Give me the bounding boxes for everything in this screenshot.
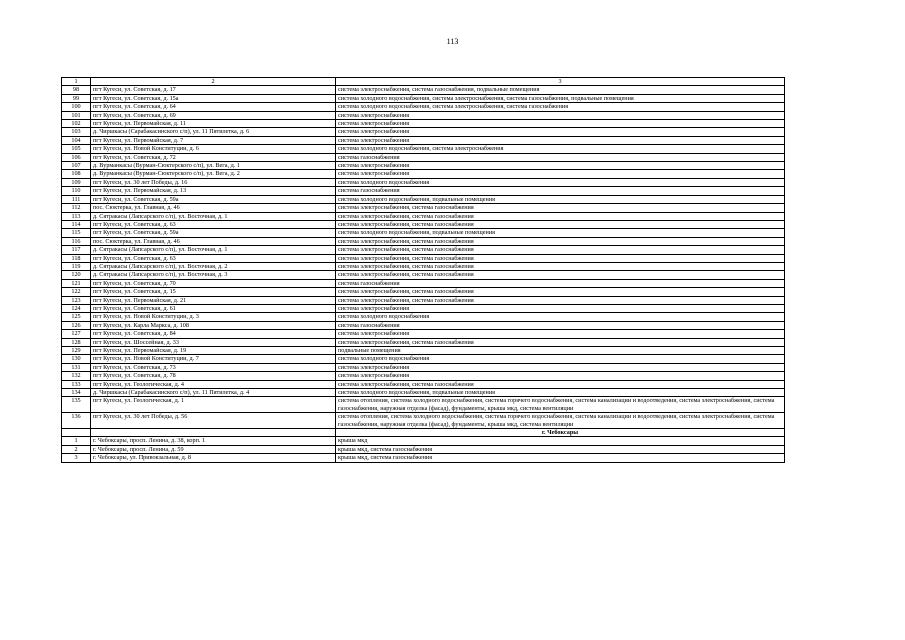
row-systems: система газоснабжения	[336, 321, 785, 329]
table-row	[62, 454, 785, 462]
row-address: пгт Кугеси, ул. Новой Конституции, д. 3	[91, 313, 336, 321]
row-address: д. Сятракасы (Лапсарского с/п), ул. Восточная, д. 1	[91, 212, 336, 220]
row-address: пгт Кугеси, ул. 30 лет Победы, д. 16	[91, 178, 336, 186]
objects-table	[61, 77, 785, 463]
row-number: 103	[62, 128, 91, 136]
page-number: 113	[446, 37, 459, 46]
row-address: пгт Кугеси, ул. Первомайская, д. 13	[91, 187, 336, 195]
table-row	[62, 136, 785, 144]
row-systems: крыша мкд, система газоснабжения	[336, 454, 785, 462]
row-number: 128	[62, 338, 91, 346]
row-number: 125	[62, 313, 91, 321]
row-address: г. Чебоксары, просп. Ленина, д. 38, корп. 1	[91, 437, 336, 445]
row-number: 131	[62, 363, 91, 371]
header-col-3: 3	[336, 78, 785, 86]
row-systems: система холодного водоснабжения, подвальные помещения	[336, 195, 785, 203]
row-address: пгт Кугеси, ул. Первомайская, д. 21	[91, 296, 336, 304]
row-systems: система холодного водоснабжения	[336, 355, 785, 363]
row-systems: система холодного водоснабжения, подвальные помещения	[336, 389, 785, 397]
row-systems: система электроснабжения, система газоснабжения	[336, 220, 785, 228]
row-address: пгт Кугеси, ул. Новой Конституции, д. 7	[91, 355, 336, 363]
row-number: 129	[62, 347, 91, 355]
row-systems: подвальные помещения	[336, 347, 785, 355]
table-row	[62, 321, 785, 329]
row-address: д. Сятракасы (Лапсарского с/п), ул. Восточная, д. 2	[91, 262, 336, 270]
table-row	[62, 195, 785, 203]
table-row	[62, 111, 785, 119]
row-number: 118	[62, 254, 91, 262]
section-header-row	[62, 429, 785, 437]
row-address: пгт Кугеси, ул. Советская, д. 17	[91, 86, 336, 94]
row-address: д. Сятракасы (Лапсарского с/п), ул. Восточная, д. 1	[91, 246, 336, 254]
row-number: 130	[62, 355, 91, 363]
table-row	[62, 313, 785, 321]
row-number: 98	[62, 86, 91, 94]
row-address: пгт Кугеси, ул. Советская, д. 63	[91, 220, 336, 228]
table-row	[62, 330, 785, 338]
row-number: 1	[62, 437, 91, 445]
row-systems: система электроснабжения, система газоснабжения	[336, 296, 785, 304]
row-number: 134	[62, 389, 91, 397]
row-address: пгт Кугеси, ул. Геологическая, д. 4	[91, 380, 336, 388]
header-col-1: 1	[62, 78, 91, 86]
row-address: пгт Кугеси, ул. Советская, д. 73	[91, 363, 336, 371]
row-number: 119	[62, 262, 91, 270]
row-systems: система электроснабжения, система газоснабжения	[336, 338, 785, 346]
table-row	[62, 355, 785, 363]
row-systems: система холодного водоснабжения	[336, 178, 785, 186]
row-systems: система электроснабжения	[336, 128, 785, 136]
row-systems: система электроснабжения	[336, 120, 785, 128]
row-systems: система электроснабжения	[336, 304, 785, 312]
row-systems: система электроснабжения, система газоснабжения	[336, 254, 785, 262]
row-number: 136	[62, 413, 91, 429]
row-address: пгт Кугеси, ул. Советская, д. 59а	[91, 195, 336, 203]
row-address: пгт Кугеси, ул. Советская, д. 15	[91, 288, 336, 296]
row-address: пгт Кугеси, ул. Первомайская, д. 19	[91, 347, 336, 355]
row-number: 104	[62, 136, 91, 144]
row-systems: система электроснабжения, система газоснабжения, подвальные помещения	[336, 86, 785, 94]
row-address: пгт Кугеси, ул. Советская, д. 64	[91, 103, 336, 111]
row-number: 111	[62, 195, 91, 203]
row-number: 109	[62, 178, 91, 186]
row-number: 135	[62, 397, 91, 413]
row-number: 110	[62, 187, 91, 195]
table-row	[62, 363, 785, 371]
row-systems: система электроснабжения	[336, 111, 785, 119]
row-number: 124	[62, 304, 91, 312]
table-row	[62, 178, 785, 186]
row-address: пос. Сюктерка, ул. Главная, д. 46	[91, 237, 336, 245]
row-address: д. Вурманкасы (Вурман-Сюктерского с/п), ул. Вега, д. 1	[91, 162, 336, 170]
row-systems: система электроснабжения, система газоснабжения	[336, 237, 785, 245]
row-address: пгт Кугеси, ул. Советская, д. 15а	[91, 94, 336, 102]
row-number: 126	[62, 321, 91, 329]
row-number: 102	[62, 120, 91, 128]
row-address: пгт Кугеси, ул. Советская, д. 84	[91, 330, 336, 338]
table-row	[62, 162, 785, 170]
row-number: 107	[62, 162, 91, 170]
row-number: 120	[62, 271, 91, 279]
row-address: пгт Кугеси, ул. Карла Маркса, д. 108	[91, 321, 336, 329]
row-systems: система холодного водоснабжения, подвальные помещения	[336, 229, 785, 237]
header-col-2: 2	[91, 78, 336, 86]
table-row	[62, 304, 785, 312]
row-systems: система электроснабжения, система газоснабжения	[336, 271, 785, 279]
row-address: пгт Кугеси, ул. Геологическая, д. 1	[91, 397, 336, 413]
section-empty-cell	[91, 429, 336, 437]
section-title: г. Чебоксары	[336, 429, 785, 437]
table-row	[62, 445, 785, 453]
table-row	[62, 103, 785, 111]
table-row	[62, 372, 785, 380]
row-systems: крыша мкд	[336, 437, 785, 445]
row-address: пгт Кугеси, ул. Советская, д. 72	[91, 153, 336, 161]
row-systems: система электроснабжения, система газоснабжения	[336, 380, 785, 388]
row-number: 116	[62, 237, 91, 245]
row-number: 132	[62, 372, 91, 380]
row-address: д. Чиршкасы (Сарабакасинского с/п), ул. 11 Пятилетка, д. 4	[91, 389, 336, 397]
table-row	[62, 246, 785, 254]
row-systems: система отопления, система холодного водоснабжения, система горячего водоснабжения, система канализации и водоотведения, система электроснабжения, система газоснабжения, наружная отделка (фасад), фундаменты, крыша мкд, система вентиляции	[336, 413, 785, 429]
row-address: пгт Кугеси, ул. Новой Конституции, д. 6	[91, 145, 336, 153]
table-row	[62, 279, 785, 287]
row-address: д. Чиршкасы (Сарабакасинского с/п), ул. 11 Пятилетка, д. 6	[91, 128, 336, 136]
table-row	[62, 288, 785, 296]
row-number: 127	[62, 330, 91, 338]
row-systems: система электроснабжения, система газоснабжения	[336, 212, 785, 220]
row-systems: система электроснабжения	[336, 162, 785, 170]
row-address: пгт Кугеси, ул. Первомайская, д. 7	[91, 136, 336, 144]
table-row	[62, 128, 785, 136]
row-address: пгт Кугеси, ул. Шоссейная, д. 33	[91, 338, 336, 346]
row-number: 133	[62, 380, 91, 388]
row-number: 122	[62, 288, 91, 296]
table-row	[62, 170, 785, 178]
table-header-row	[62, 78, 785, 86]
table-row	[62, 187, 785, 195]
table-row	[62, 271, 785, 279]
row-number: 113	[62, 212, 91, 220]
row-number: 3	[62, 454, 91, 462]
table-row	[62, 413, 785, 429]
row-systems: система электроснабжения	[336, 136, 785, 144]
row-number: 121	[62, 279, 91, 287]
row-systems: система холодного водоснабжения, система электроснабжения	[336, 145, 785, 153]
row-systems: система электроснабжения, система газоснабжения	[336, 262, 785, 270]
table-row	[62, 220, 785, 228]
row-number: 100	[62, 103, 91, 111]
row-number: 101	[62, 111, 91, 119]
row-address: пгт Кугеси, ул. Советская, д. 61	[91, 304, 336, 312]
table-row	[62, 254, 785, 262]
row-number: 112	[62, 204, 91, 212]
row-number: 117	[62, 246, 91, 254]
row-number: 108	[62, 170, 91, 178]
row-address: пгт Кугеси, ул. Советская, д. 59а	[91, 229, 336, 237]
row-systems: система холодного водоснабжения, система электроснабжения, система газоснабжения	[336, 103, 785, 111]
table-row	[62, 153, 785, 161]
row-address: г. Чебоксары, ул. Привокзальная, д. 8	[91, 454, 336, 462]
row-address: пгт Кугеси, ул. Советская, д. 70	[91, 279, 336, 287]
table-row	[62, 397, 785, 413]
row-number: 99	[62, 94, 91, 102]
row-address: пгт Кугеси, ул. 30 лет Победы, д. 56	[91, 413, 336, 429]
row-address: пгт Кугеси, ул. Советская, д. 78	[91, 372, 336, 380]
table-row	[62, 94, 785, 102]
table-row	[62, 437, 785, 445]
table-row	[62, 262, 785, 270]
table-row	[62, 389, 785, 397]
row-number: 115	[62, 229, 91, 237]
table-row	[62, 120, 785, 128]
row-systems: система электроснабжения, система газоснабжения	[336, 288, 785, 296]
row-systems: система электроснабжения	[336, 372, 785, 380]
table-row	[62, 380, 785, 388]
row-systems: система холодного водоснабжения	[336, 313, 785, 321]
row-number: 106	[62, 153, 91, 161]
table-row	[62, 212, 785, 220]
table-row	[62, 296, 785, 304]
row-systems: система электроснабжения	[336, 170, 785, 178]
row-number: 114	[62, 220, 91, 228]
row-systems: система электроснабжения	[336, 330, 785, 338]
row-address: г. Чебоксары, просп. Ленина, д. 59	[91, 445, 336, 453]
row-systems: система газоснабжения	[336, 187, 785, 195]
row-systems: система газоснабжения	[336, 279, 785, 287]
table-row	[62, 204, 785, 212]
row-systems: система отопления, система холодного водоснабжения, система горячего водоснабжения, система канализации и водоотведения, система электроснабжения, система газоснабжения, наружная отделка (фасад), фундаменты, крыша мкд, система вентиляции	[336, 397, 785, 413]
table-row	[62, 237, 785, 245]
row-systems: система газоснабжения	[336, 153, 785, 161]
row-address: пгт Кугеси, ул. Первомайская, д. 11	[91, 120, 336, 128]
row-systems: крыша мкд, система газоснабжения	[336, 445, 785, 453]
table-row	[62, 86, 785, 94]
table-row	[62, 229, 785, 237]
row-address: пгт Кугеси, ул. Советская, д. 69	[91, 111, 336, 119]
row-address: пос. Сюктерка, ул. Главная, д. 46	[91, 204, 336, 212]
table-row	[62, 347, 785, 355]
section-empty-cell	[62, 429, 91, 437]
row-number: 2	[62, 445, 91, 453]
row-address: д. Вурманкасы (Вурман-Сюктерского с/п), ул. Вега, д. 2	[91, 170, 336, 178]
table-row	[62, 145, 785, 153]
row-address: д. Сятракасы (Лапсарского с/п), ул. Восточная, д. 3	[91, 271, 336, 279]
row-systems: система электроснабжения, система газоснабжения	[336, 204, 785, 212]
row-address: пгт Кугеси, ул. Советская, д. 63	[91, 254, 336, 262]
table-row	[62, 338, 785, 346]
row-systems: система холодного водоснабжения, система электроснабжения, система газоснабжения, подвальные помещения	[336, 94, 785, 102]
row-number: 123	[62, 296, 91, 304]
row-systems: система электроснабжения	[336, 363, 785, 371]
row-number: 105	[62, 145, 91, 153]
row-systems: система электроснабжения, система газоснабжения	[336, 246, 785, 254]
